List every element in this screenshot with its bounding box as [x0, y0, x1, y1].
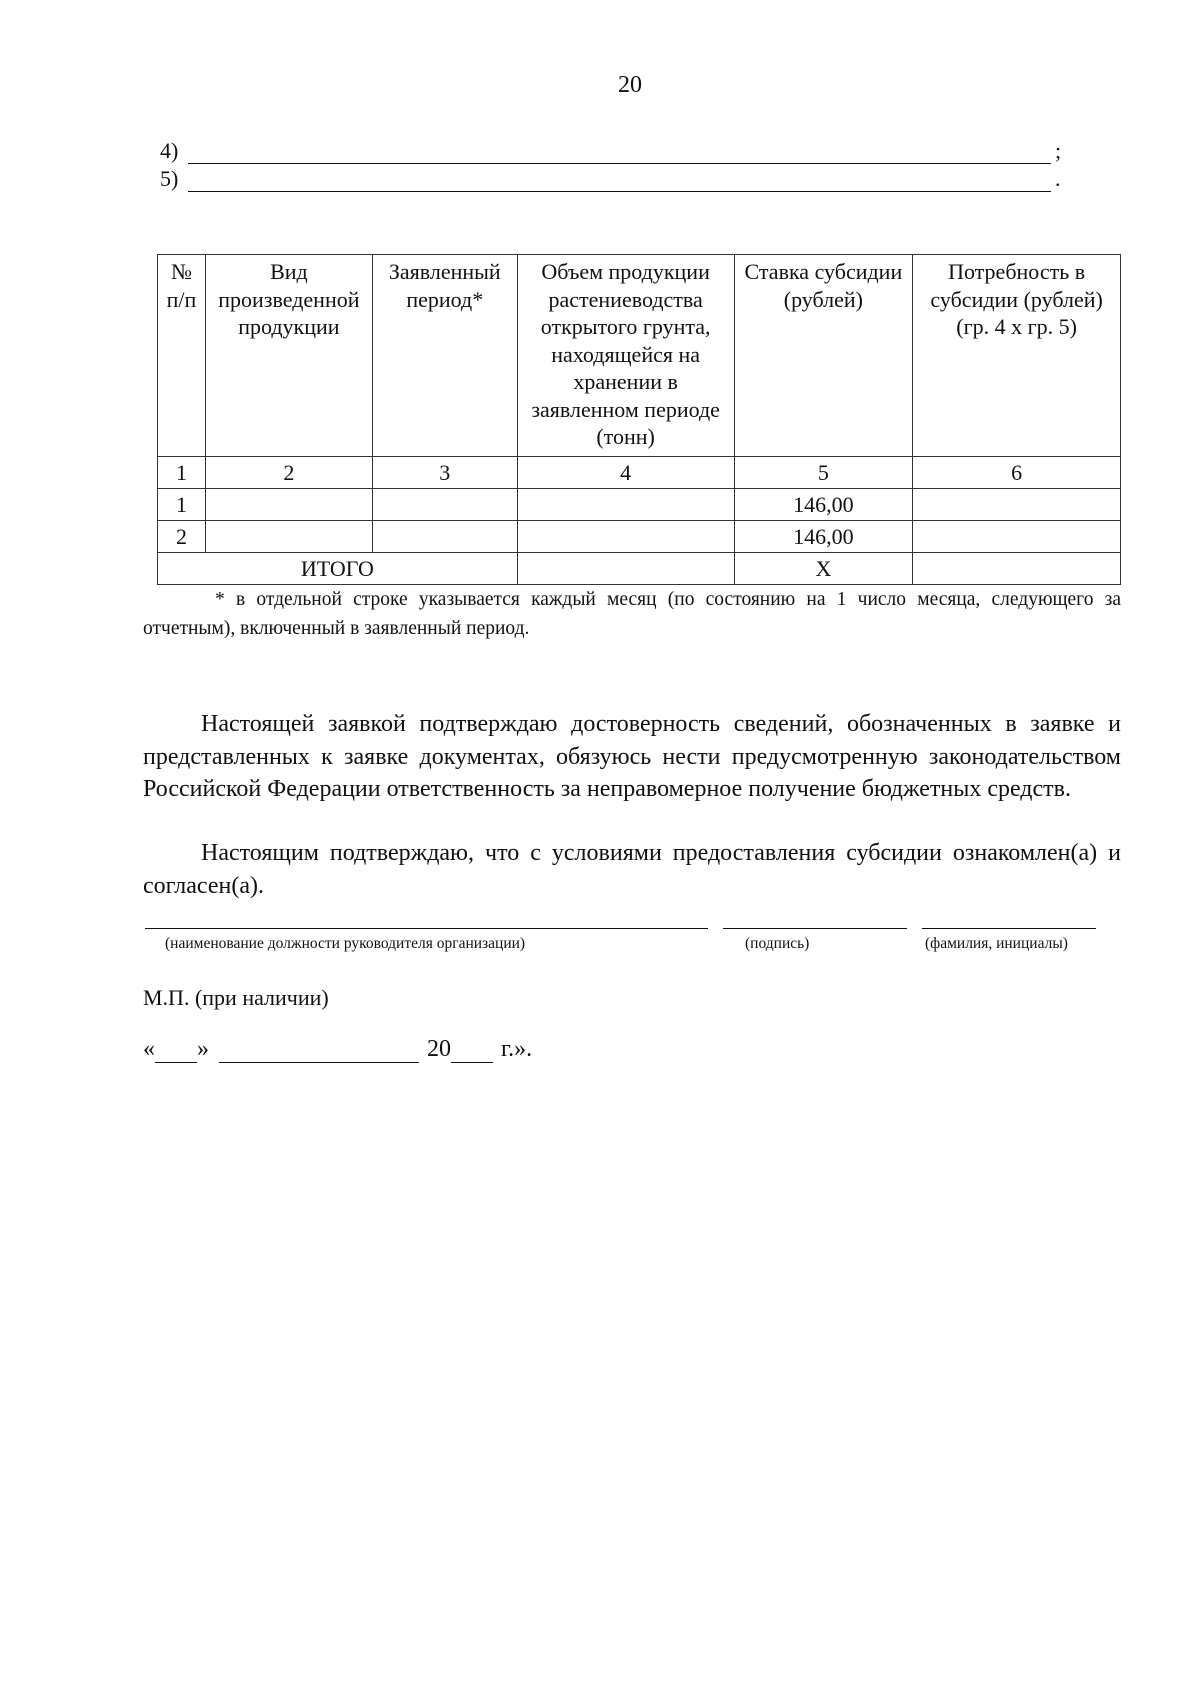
cell-period[interactable]: [372, 489, 517, 521]
table-footnote: * в отдельной строке указывается каждый месяц (по состоянию на 1 число месяца, следующего за отчетным), включенный в заявленный период.: [143, 589, 1121, 639]
day-field[interactable]: [155, 1040, 197, 1063]
signature-line[interactable]: [723, 928, 907, 929]
cell-volume[interactable]: [517, 489, 734, 521]
month-field[interactable]: [219, 1040, 419, 1063]
blank-line-end: ;: [1055, 138, 1062, 163]
date-suffix: г.».: [501, 1036, 533, 1062]
page-number: 20: [618, 72, 642, 98]
date-century: 20: [427, 1036, 451, 1062]
header-row: [158, 255, 1121, 457]
total-label: ИТОГО: [158, 553, 518, 585]
cell-product[interactable]: [205, 521, 372, 553]
cell-product[interactable]: [205, 489, 372, 521]
confirmation-paragraph: Настоящей заявкой подтверждаю достоверность сведений, обозначенных в заявке и представленных к заявке документах, обязуюсь нести предусмотренную законодательством Российской Федерации ответственность за неправомерное получение бюджетных средств.: [143, 711, 1121, 802]
header-need: Потребность в субсидии (рублей) (гр. 4 х гр. 5): [913, 255, 1121, 457]
blank-line-label: 5): [160, 166, 179, 191]
header-rate: Ставка субсидии (рублей): [734, 255, 913, 457]
column-number: 4: [517, 457, 734, 489]
column-number-row: [158, 457, 1121, 489]
date-close-quote: »: [197, 1036, 209, 1062]
subsidy-table: [157, 254, 1121, 585]
column-number: 3: [372, 457, 517, 489]
year-field[interactable]: [451, 1040, 493, 1063]
header-no: № п/п: [158, 255, 206, 457]
cell-need[interactable]: [913, 521, 1121, 553]
column-number: 5: [734, 457, 913, 489]
column-number: 2: [205, 457, 372, 489]
blank-line-4: [160, 138, 1065, 164]
date-open-quote: «: [143, 1036, 155, 1062]
signature-caption: (подпись): [745, 935, 810, 952]
stamp-placeholder: М.П. (при наличии): [143, 985, 329, 1010]
header-volume: Объем продукции растениеводства открытого грунта, находящейся на хранении в заявленном периоде (тонн): [517, 255, 734, 457]
cell-no: 2: [158, 521, 206, 553]
cell-no: 1: [158, 489, 206, 521]
total-row: [158, 553, 1121, 585]
agreement-paragraph: Настоящим подтверждаю, что с условиями предоставления субсидии ознакомлен(а) и согласен(а).: [143, 840, 1121, 899]
total-rate: Х: [734, 553, 913, 585]
blank-line-5: [160, 166, 1065, 192]
cell-volume[interactable]: [517, 521, 734, 553]
name-caption: (фамилия, инициалы): [925, 935, 1068, 952]
total-need[interactable]: [913, 553, 1121, 585]
position-caption: (наименование должности руководителя организации): [165, 935, 526, 952]
table-row: [158, 521, 1121, 553]
header-product: Вид произведенной продукции: [205, 255, 372, 457]
header-period: Заявленный период*: [372, 255, 517, 457]
blank-line-label: 4): [160, 138, 179, 163]
table-row: [158, 489, 1121, 521]
total-volume[interactable]: [517, 553, 734, 585]
name-signature-line[interactable]: [922, 928, 1096, 929]
position-signature-line[interactable]: [145, 928, 708, 929]
cell-rate: 146,00: [734, 489, 913, 521]
fill-in-line[interactable]: [188, 143, 1051, 164]
cell-rate: 146,00: [734, 521, 913, 553]
blank-line-end: .: [1055, 166, 1061, 191]
fill-in-line[interactable]: [188, 171, 1051, 192]
cell-period[interactable]: [372, 521, 517, 553]
cell-need[interactable]: [913, 489, 1121, 521]
column-number: 6: [913, 457, 1121, 489]
date-line: [143, 1036, 532, 1063]
column-number: 1: [158, 457, 206, 489]
